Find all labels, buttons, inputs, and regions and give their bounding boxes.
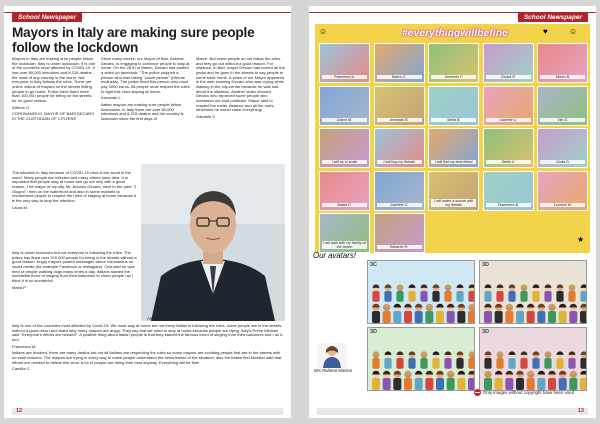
student-avatar (537, 304, 545, 323)
avatar-group-image (480, 328, 587, 391)
collage-tile (374, 213, 425, 253)
student-avatar (508, 284, 515, 301)
student-avatar (556, 351, 563, 368)
byline: Maria P. (12, 284, 27, 290)
student-avatar (444, 284, 451, 301)
paragraph: Since many weeks, our Mayor of Bari, Antonio Decaro, is engaging to convince people to stay at home. On the 28 th of March, Decaro has posted a video on facebook: "The police stopped a person who was taking "cozze pelose" (Hirsute mollusks). The police fined this person who must pay 3000 euros. All people must respect the rules to fight this virus staying at home. (101, 56, 190, 94)
headline: Mayors in Italy are making sure people follow the lockdown (12, 25, 255, 55)
teacher-avatar-image (317, 343, 347, 368)
page-footer (317, 408, 588, 415)
collage-tile (483, 86, 534, 126)
student-avatar (580, 371, 587, 390)
student-avatar (432, 351, 439, 368)
student-avatar (432, 284, 439, 301)
tile-caption: Francesco B. (486, 203, 531, 207)
student-avatar (372, 351, 379, 368)
photo-caption: Antonio Decaro, mayor of Bari (147, 316, 204, 321)
section-tag: School Newspaper (518, 13, 588, 22)
student-avatar (425, 304, 433, 323)
collage-tile (428, 43, 479, 83)
collage-tile (483, 128, 534, 168)
collage-tile (537, 86, 588, 126)
student-avatar (568, 284, 575, 301)
tile-caption: I will watch a sunset with my friends (431, 199, 476, 207)
student-avatar (396, 284, 403, 301)
tile-caption: I will hug my friends (377, 160, 422, 164)
tile-caption: Francesco A. (322, 75, 367, 79)
tile-caption: I will try to smile (322, 160, 367, 164)
class-label: 3D (482, 329, 490, 335)
tile-caption: Vito G. (540, 118, 585, 122)
student-avatar (415, 371, 423, 390)
collage-tile (428, 86, 479, 126)
student-avatar (384, 284, 391, 301)
tile-caption: Vincenzo F. (431, 75, 476, 79)
student-avatar (372, 371, 380, 390)
student-avatar (548, 371, 556, 390)
byline: Gabriele C. (196, 113, 217, 119)
student-avatar (532, 351, 539, 368)
student-avatar (468, 371, 475, 390)
tile-caption: Stella B. (431, 118, 476, 122)
teacher-name: Mrs Roberta Martino (314, 368, 353, 373)
left-page (4, 6, 291, 418)
student-avatar (457, 304, 465, 323)
copyright-note: Only images without copyright have been used (483, 390, 575, 395)
right-page (309, 6, 596, 418)
smiley-emoji-icon: ☺ (319, 27, 328, 36)
collage-tile (319, 213, 370, 253)
tile-caption: Mattia E. (322, 203, 367, 207)
article-column-3 (196, 57, 285, 122)
student-avatar (384, 351, 391, 368)
student-avatar (393, 304, 401, 323)
student-avatar (484, 304, 492, 323)
article-column-2 (101, 57, 190, 124)
collage-tile (374, 43, 425, 83)
tile-caption: Lorenzo M. (540, 203, 585, 207)
student-avatar (496, 284, 503, 301)
student-avatar (495, 371, 503, 390)
student-avatar (468, 304, 475, 323)
student-avatar (568, 351, 575, 368)
student-avatar (548, 304, 556, 323)
student-avatar (569, 304, 577, 323)
student-avatar (425, 371, 433, 390)
student-avatar (372, 304, 380, 323)
tile-caption: Giulia D. (540, 160, 585, 164)
student-avatar (484, 351, 491, 368)
paragraph: Italians are blocked, there are many deaths but not all Italians are respecting the rules so many mayors are scolding people that are in the streets with no valid reasons. The mayors are trying in every way to make people understand the seriousness of the situation, also the Italian first Minister said that efforts are needed to defeat this virus. A lot of people are doing their best anyway. Everything will be fine! (12, 350, 282, 365)
student-avatar (527, 304, 535, 323)
tile-caption: I will find my best friend (431, 160, 476, 164)
tile-caption: Marco B. (540, 75, 585, 79)
collage-tile (537, 128, 588, 168)
page-number: 12 (16, 408, 23, 414)
heart-emoji-icon: ♥ (543, 27, 548, 36)
byline: Armando L. (101, 95, 122, 101)
hashtag-collage (315, 24, 590, 253)
student-avatar (544, 284, 551, 301)
mayor-photo (141, 164, 285, 321)
collage-tile (319, 171, 370, 211)
avatar-group-image (368, 261, 475, 324)
student-avatar (456, 284, 463, 301)
avatars-label-text: Our avatars! (313, 251, 356, 260)
collage-tile (428, 128, 479, 168)
tile-caption: Gabriele C. (486, 118, 531, 122)
collage-tile (537, 171, 588, 211)
student-avatar (383, 371, 391, 390)
avatars-label (313, 251, 356, 261)
student-avatar (520, 351, 527, 368)
paragraph: Mayors in Italy are making sure people follow the lockdown. Italy is under lockdown. It is one of the countries most affected by COVID-19. It has over 80,000 infections and 8,215 deaths - the most of any country in the world. Not everyone in Italy follows the rules. There are online videos of mayors on the streets telling people to go home. Police have fined more than 100,000 people for being on the streets for no good reason. (12, 56, 96, 103)
student-avatar (456, 351, 463, 368)
student-avatar (484, 371, 492, 390)
page-footer (12, 408, 283, 415)
class-avatar-panel (367, 327, 475, 391)
student-avatar (468, 351, 475, 368)
student-avatar (393, 371, 401, 390)
tile-caption: Armando B. (377, 118, 422, 122)
student-avatar (415, 304, 423, 323)
student-avatar (559, 371, 567, 390)
paragraph: March. But some people do not follow the rules and they go out without a good reason. For instance, in Bari, mayor Decaro has locked all the parks and he goes in the streets to say people to come back home. A video of our Mayor appeared in the web showing Decaro who was crying while walking in the city-centre because he was sad about the situation. Another video showed Decaro who reproved some people who screamed out loud politician. Mayor said to respect the meter distance and all the rules, otherwise he would close everything! (196, 56, 285, 113)
page-number: 13 (577, 408, 584, 414)
byline: Alfredo G. (12, 104, 31, 110)
class-avatar-panel (479, 327, 587, 391)
student-avatar (444, 351, 451, 368)
article-column-1 (12, 57, 96, 124)
paragraph: Italy is under lockdown but not everyone is following the rules. The police has fined over 100,000 people for being in the streets without a good reason. Angry mayors posted messages about coronavirus on socila media (for example Facebook or Instagram). One said he was tired of people walking dogs many times a day. Italians started the worldwide trend of singing from their balconies to cheer people up! I think it is so wonderful! (12, 250, 137, 283)
section-band (4, 12, 291, 20)
star-emoji-icon: ★ (577, 235, 585, 244)
section-band (309, 12, 596, 20)
class-avatar-panel (367, 260, 475, 324)
collage-tile (319, 128, 370, 168)
student-avatar (420, 284, 427, 301)
mayor-portrait-image (141, 164, 285, 321)
student-avatar (537, 371, 545, 390)
student-avatar (495, 304, 503, 323)
student-avatar (447, 371, 455, 390)
student-avatar (516, 304, 524, 323)
student-avatar (372, 284, 379, 301)
student-avatar (569, 371, 577, 390)
student-avatar (383, 304, 391, 323)
student-avatar (404, 371, 412, 390)
student-avatar (527, 371, 535, 390)
student-avatar (436, 371, 444, 390)
student-avatar (457, 371, 465, 390)
tile-caption: Stella V. (486, 160, 531, 164)
byline: Camilla C. (12, 366, 31, 372)
collage-title: #everythingwillbefine (402, 28, 508, 39)
collage-tile (537, 43, 588, 83)
article-block-bottom (12, 324, 284, 374)
paragraph: Italy is one of the countries most affected by Covid-19. We must stay at home but not every Italian is following the rules, some people are in the streets without a good reson and that's why many mayors are angry. They say that we need to stay at home because people are dying. Italy's Prime Minister said "Everyone's efforts are needed". A positive thing about Italian people is that they started the famous trend of singing from their balconies and I do it, too! (12, 323, 284, 342)
student-avatar (505, 304, 513, 323)
avatar-group-image (480, 261, 587, 324)
paragraph: Italian mayors are making sure people follow lockdowns. In Italy there are over 80,000 infections and 8,215 deaths and the country is lockdown since the first days of (101, 101, 184, 121)
collage-tile (483, 171, 534, 211)
student-avatar (508, 351, 515, 368)
tile-caption: Chiara R. (486, 75, 531, 79)
student-avatar (544, 351, 551, 368)
collage-tile (319, 43, 370, 83)
student-avatar (505, 371, 513, 390)
class-label: 3C (370, 262, 378, 268)
tile-caption: I will walk with my family on the beach (322, 241, 367, 249)
byline: Laura M. (12, 204, 28, 210)
student-avatar (468, 284, 475, 301)
student-avatar (420, 351, 427, 368)
smiley-emoji-icon: ☺ (569, 27, 578, 36)
student-avatar (484, 284, 491, 301)
collage-tile (374, 86, 425, 126)
collage-tile (374, 171, 425, 211)
collage-tile (428, 171, 479, 211)
student-avatar (496, 351, 503, 368)
student-avatar (408, 284, 415, 301)
tile-caption: Edoardo R. (377, 245, 422, 249)
student-avatar (436, 304, 444, 323)
student-avatar (516, 371, 524, 390)
collage-tile (483, 43, 534, 83)
byline: Francesco M. (12, 343, 37, 349)
class-label: 3D (370, 329, 378, 335)
student-avatar (559, 304, 567, 323)
avatar-group-image (368, 328, 475, 391)
class-avatar-panel (479, 260, 587, 324)
class-label: 3D (482, 262, 490, 268)
section-tag: School Newspaper (12, 13, 82, 22)
student-avatar (447, 304, 455, 323)
student-avatar (580, 304, 587, 323)
paragraph: The situation in Italy because of COVID-19 virus is the worst in the world. Many people are infected and many others have died. It is important that people stay at home and go out only with a good reason. The mayor of my city, Mr. Antonio Decaro, went to the park "2 Giugno", then on the waterfront and also in some markets to recommend people to respect the rules of staying at home because it is the only way to stop the infection. (12, 170, 137, 203)
student-avatar (404, 304, 412, 323)
student-avatar (520, 284, 527, 301)
article-block-laura (12, 171, 138, 212)
student-avatar (556, 284, 563, 301)
student-avatar (532, 284, 539, 301)
article-block-maria (12, 251, 138, 292)
no-entry-icon (474, 389, 481, 396)
collage-tile (319, 86, 370, 126)
student-avatar (396, 351, 403, 368)
subheading: CORONAVIRUS, MAYOR OF BARI DECARO IS THE CUSTODIAN OF CITIZENS (12, 111, 95, 121)
student-avatar (580, 284, 587, 301)
student-avatar (408, 351, 415, 368)
tile-caption: Gabriele C. (377, 203, 422, 207)
collage-tile (374, 128, 425, 168)
tile-caption: Gianni M. (322, 118, 367, 122)
student-avatar (580, 351, 587, 368)
tile-caption: Marco C. (377, 75, 422, 79)
